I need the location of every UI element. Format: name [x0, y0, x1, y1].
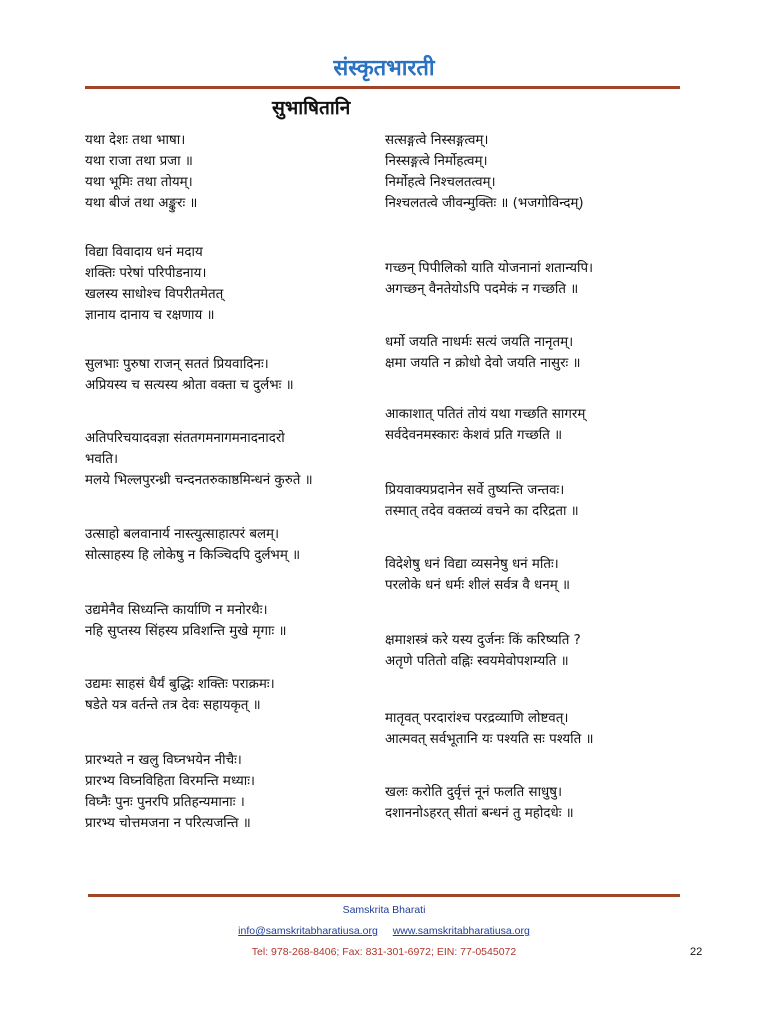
verse-line: निस्सङ्गत्वे निर्मोहत्वम्।	[385, 154, 488, 169]
page-title: संस्कृतभारती	[333, 56, 435, 81]
verse-line: प्रारभ्य विघ्नविहिता विरमन्ति मध्याः।	[85, 774, 255, 789]
verse-line: तस्मात् तदेव वक्तव्यं वचने का दरिद्रता ॥	[385, 504, 579, 519]
verse-line: सत्सङ्गत्वे निस्सङ्गत्वम्।	[385, 133, 489, 148]
verse-line: सुलभाः पुरुषा राजन् सततं प्रियवादिनः।	[85, 357, 269, 372]
verse-line: सोत्साहस्य हि लोकेषु न किञ्चिदपि दुर्लभम् ॥	[85, 548, 301, 563]
verse-block	[385, 480, 579, 522]
verse-line: यथा बीजं तथा अङ्कुरः ॥	[85, 196, 198, 211]
verse-block	[385, 708, 594, 750]
verse-line: विघ्नैः पुनः पुनरपि प्रतिहन्यमानाः ।	[85, 795, 245, 810]
footer-links	[0, 925, 768, 937]
verse-line: उद्यमः साहसं धैर्यं बुद्धिः शक्तिः पराक्रमः।	[85, 677, 275, 692]
verse-block	[85, 674, 275, 716]
page-subtitle: सुभाषितानि	[272, 97, 351, 119]
verse-line: क्षमाशस्त्रं करे यस्य दुर्जनः किं करिष्यति ?	[385, 633, 581, 648]
footer-contact: Tel: 978-268-8406; Fax: 831-301-6972; EIN: 77-0545072	[251, 946, 517, 958]
footer-rule	[88, 894, 680, 897]
verse-line: क्षमा जयति न क्रोधो देवो जयति नासुरः ॥	[385, 356, 581, 371]
verse-block	[85, 242, 223, 326]
verse-line: मलये भिल्लपुरन्ध्री चन्दनतरुकाष्ठमिन्धनं कुरुते ॥	[85, 473, 313, 488]
verse-line: षडेते यत्र वर्तन्ते तत्र देवः सहायकृत् ॥	[85, 698, 261, 713]
verse-block	[85, 428, 313, 491]
verse-line: निश्चलतत्वे जीवन्मुक्तिः ॥ (भजगोविन्दम्)	[385, 196, 584, 211]
verse-block	[385, 404, 585, 446]
email-link[interactable]: info@samskritabharatiusa.org	[238, 925, 378, 937]
page-number: 22	[690, 946, 703, 958]
verse-line: उत्साहो बलवानार्य नास्त्युत्साहात्परं बलम्।	[85, 527, 280, 542]
verse-block	[385, 630, 581, 672]
verse-block	[85, 750, 255, 834]
verse-block	[85, 354, 294, 396]
footer-org-name: Samskrita Bharati	[342, 904, 426, 916]
verse-line: आकाशात् पतितं तोयं यथा गच्छति सागरम्	[385, 407, 586, 422]
verse-line: प्रियवाक्यप्रदानेन सर्वे तुष्यन्ति जन्तवः।	[385, 483, 565, 498]
verse-block	[85, 524, 300, 566]
title-rule	[85, 86, 680, 89]
verse-line: मातृवत् परदारांश्च परद्रव्याणि लोष्टवत्।	[385, 711, 569, 726]
verse-line: यथा राजा तथा प्रजा ॥	[85, 154, 193, 169]
verse-line: अतृणे पतितो वह्निः स्वयमेवोपशम्यति ॥	[385, 654, 569, 669]
verse-block	[385, 332, 581, 374]
verse-line: यथा देशः तथा भाषा।	[85, 133, 186, 148]
verse-line: अतिपरिचयादवज्ञा संततगमनागमनादनादरो	[85, 431, 285, 446]
verse-line: प्रारभ्यते न खलु विघ्नभयेन नीचैः।	[85, 753, 242, 768]
verse-line: प्रारभ्य चोत्तमजना न परित्यजन्ति ॥	[85, 816, 251, 831]
verse-line: धर्मो जयति नाधर्मः सत्यं जयति नानृतम्।	[385, 335, 574, 350]
verse-block	[85, 130, 197, 214]
verse-block	[385, 258, 593, 300]
verse-line: निर्मोहत्वे निश्चलतत्वम्।	[385, 175, 496, 190]
verse-line: ज्ञानाय दानाय च रक्षणाय ॥	[85, 308, 215, 323]
verse-line: विदेशेषु धनं विद्या व्यसनेषु धनं मतिः।	[385, 557, 559, 572]
verse-line: नहि सुप्तस्य सिंहस्य प्रविशन्ति मुखे मृगाः ॥	[85, 624, 287, 639]
verse-block	[385, 554, 570, 596]
verse-line: अगच्छन् वैनतेयोऽपि पदमेकं न गच्छति ॥	[385, 282, 579, 297]
verse-line: यथा भूमिः तथा तोयम्।	[85, 175, 193, 190]
verse-line: विद्या विवादाय धनं मदाय	[85, 245, 203, 260]
verse-line: सर्वदेवनमस्कारः केशवं प्रति गच्छति ॥	[385, 428, 563, 443]
verse-line: गच्छन् पिपीलिको याति योजनानां शतान्यपि।	[385, 261, 594, 276]
verse-line: शक्तिः परेषां परिपीडनाय।	[85, 266, 207, 281]
verse-line: परलोके धनं धर्मः शीलं सर्वत्र वै धनम् ॥	[385, 578, 571, 593]
verse-line: भवति।	[85, 452, 119, 467]
verse-block	[385, 130, 584, 214]
verse-block	[85, 600, 287, 642]
verse-line: खलस्य साधोश्च विपरीतमेतत्	[85, 287, 224, 302]
verse-line: उद्यमेनैव सिध्यन्ति कार्याणि न मनोरथैः।	[85, 603, 268, 618]
verse-block	[385, 782, 574, 824]
verse-line: अप्रियस्य च सत्यस्य श्रोता वक्ता च दुर्लभः ॥	[85, 378, 294, 393]
verse-line: दशाननोऽहरत् सीतां बन्धनं तु महोदधेः ॥	[385, 806, 574, 821]
website-link[interactable]: www.samskritabharatiusa.org	[392, 925, 530, 937]
verse-line: खलः करोति दुर्वृत्तं नूनं फलति साधुषु।	[385, 785, 563, 800]
verse-line: आत्मवत् सर्वभूतानि यः पश्यति सः पश्यति ॥	[385, 732, 594, 747]
